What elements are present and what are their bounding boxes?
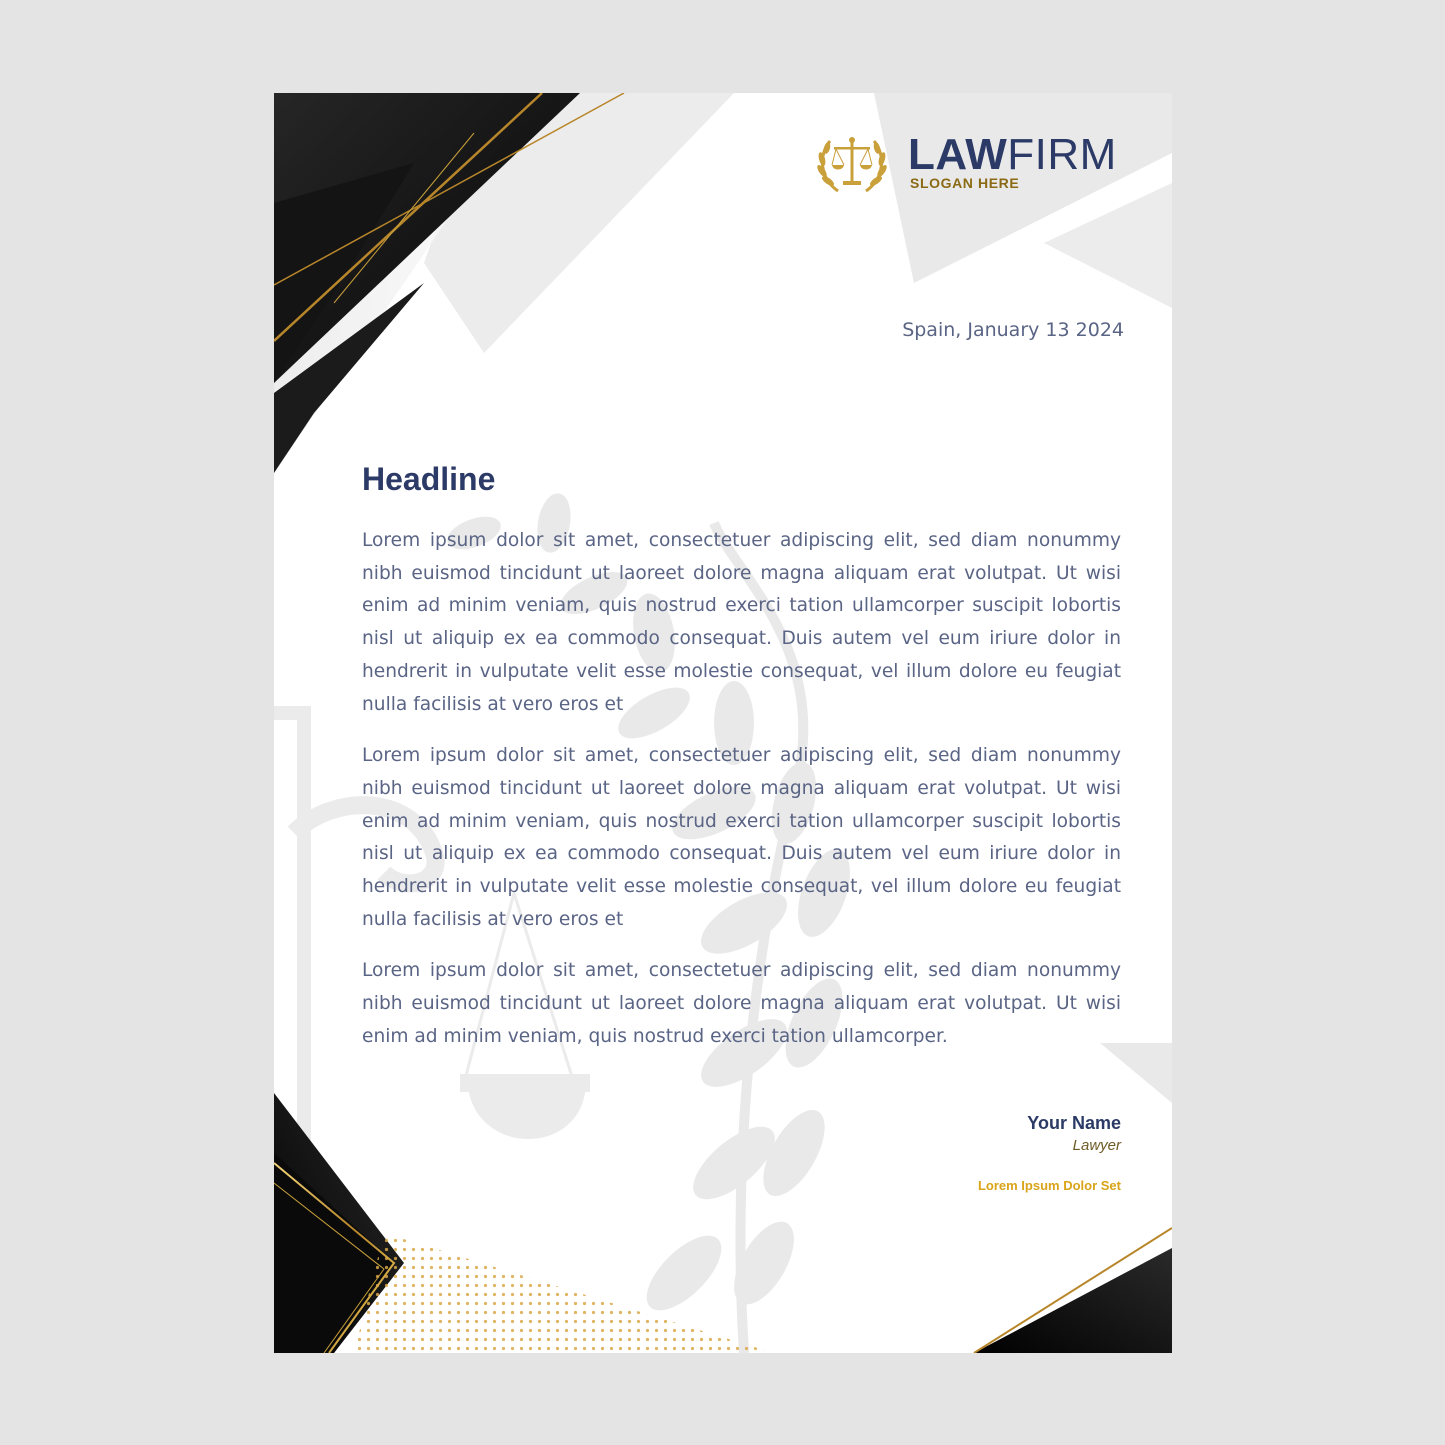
black-shape-bottom-right (974, 1248, 1172, 1353)
body-paragraph: Lorem ipsum dolor sit amet, consectetuer adipiscing elit, sed diam nonummy nibh euismod tincidunt ut laoreet dolore magna aliquam erat volutpat. Ut wisi enim ad minim veniam, quis nostrud exerci tation ullamcorper suscipit lobortis nisl ut aliquip ex ea commodo consequat. Duis autem vel eum iriure dolor in hendrerit in vulputate velit esse molestie consequat, vel illum dolore eu feugiat nulla facilisis at vero eros et (362, 530, 1121, 715)
letter-headline: Headline (362, 461, 496, 497)
law-firm-logo (812, 123, 1132, 203)
body-paragraph: Lorem ipsum dolor sit amet, consectetuer adipiscing elit, sed diam nonummy nibh euismod tincidunt ut laoreet dolore magna aliquam erat volutpat. Ut wisi enim ad minim veniam, quis nostrud exerci tation ullamcorper suscipit lobortis nisl ut aliquip ex ea commodo consequat. Duis autem vel eum iriure dolor in hendrerit in vulputate velit esse molestie consequat, vel illum dolore eu feugiat nulla facilisis at vero eros et (362, 745, 1121, 930)
firm-name-light: FIRM (1007, 130, 1117, 179)
letterhead-page (274, 93, 1172, 1353)
signer-title: Lawyer (1072, 1137, 1121, 1154)
firm-name (908, 130, 1117, 179)
body-paragraph: Lorem ipsum dolor sit amet, consectetuer adipiscing elit, sed diam nonummy nibh euismod tincidunt ut laoreet dolore magna aliquam erat volutpat. Ut wisi enim ad minim veniam, quis nostrud exerci tation ullamcorper. (362, 960, 1121, 1047)
firm-name-bold: LAW (908, 130, 1008, 179)
signature-block (978, 1113, 1121, 1193)
letter-body (362, 525, 1121, 1073)
letter-date: Spain, January 13 2024 (902, 319, 1124, 341)
signature-note: Lorem Ipsum Dolor Set (977, 1178, 1121, 1193)
scales-of-justice-laurel-icon (812, 123, 892, 203)
firm-slogan: SLOGAN HERE (910, 175, 1020, 191)
signer-name: Your Name (1027, 1113, 1121, 1133)
